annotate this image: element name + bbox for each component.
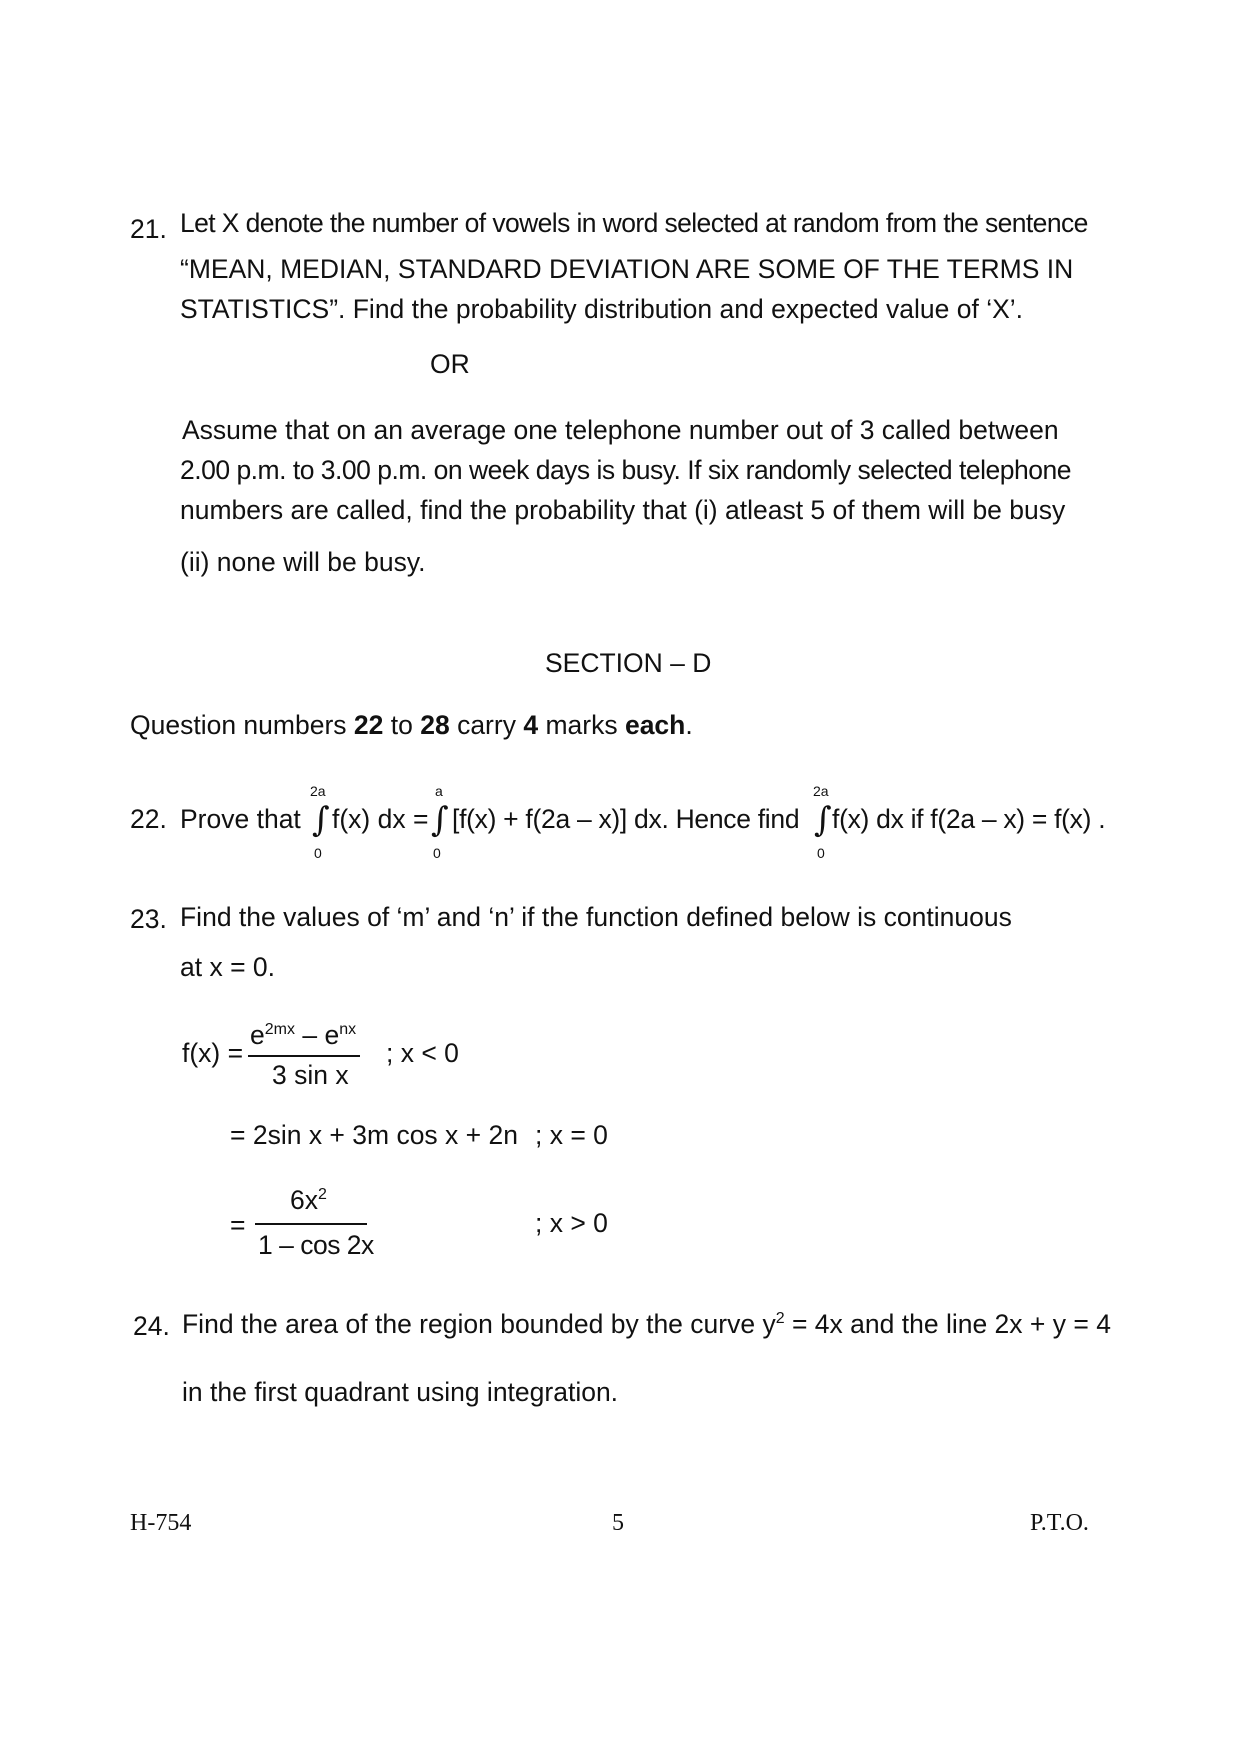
q23-line1: Find the values of ‘m’ and ‘n’ if the function defined below is continuous [180,902,1012,932]
q21-line1: Let X denote the number of vowels in word selected at random from the sentence [180,208,1088,238]
q23-case2: = 2sin x + 3m cos x + 2n [230,1120,518,1150]
q23-case1-fraction-bar [248,1055,360,1057]
q22-int3-upper: 2a [813,783,829,799]
page-number: 5 [612,1510,624,1536]
q23-number: 23. [130,904,167,934]
q21-line3: STATISTICS”. Find the probability distribution and expected value of ‘X’. [180,294,1024,324]
q23-case3-denominator: 1 – cos 2x [258,1230,374,1260]
q22-integral-icon-3: ∫ [814,800,832,840]
q22-number: 22. [130,804,167,834]
q22-int2-upper: a [435,783,443,799]
q22-int1-upper: 2a [310,783,326,799]
section-title: SECTION – D [545,648,712,678]
q21-alt-line4: (ii) none will be busy. [180,547,426,577]
q22-int2-lower: 0 [433,845,441,861]
q21-alt-line3: numbers are called, find the probability that (i) atleast 5 of them will be busy [180,495,1066,525]
q24-line2: in the first quadrant using integration. [182,1377,619,1407]
q22-integrand3: f(x) dx if f(2a – x) = f(x) . [832,804,1106,834]
q23-case3-fraction-bar [255,1223,367,1225]
q23-case3-condition: ; x > 0 [535,1208,608,1238]
paper-code: H-754 [130,1510,192,1536]
q22-int3-lower: 0 [817,845,825,861]
q21-or: OR [430,349,470,379]
q23-case3-numerator: $6x^2$ [290,1185,327,1215]
q21-alt-line1: Assume that on an average one telephone number out of 3 called between [182,415,1059,445]
q22-int1-lower: 0 [314,845,322,861]
q21-number: 21. [130,214,167,244]
q23-case2-condition: ; x = 0 [535,1120,608,1150]
q21-alt-line2: 2.00 p.m. to 3.00 p.m. on week days is busy. If six randomly selected telephone [180,455,1071,485]
q23-case1-numerator: $e^{2mx} - e^{nx}$ [250,1020,357,1050]
q22-prove: Prove that [180,804,301,834]
q23-line2: at x = 0. [180,952,276,982]
q22-integral-icon-2: ∫ [431,800,449,840]
q23-case3-equals: = [230,1210,246,1240]
q23-fx: f(x) = [182,1038,244,1068]
q24-line1: Find the area of the region bounded by the curve $y^2 = 4x$ and the line 2x + y = 4 [182,1309,1111,1339]
q24-number: 24. [133,1311,170,1341]
q23-case1-condition: ; x < 0 [386,1038,459,1068]
q23-case1-denominator: 3 sin x [272,1060,349,1090]
q22-integral-icon-1: ∫ [312,800,330,840]
q22-integrand1: f(x) dx = [332,804,429,834]
q22-integrand2: [f(x) + f(2a – x)] dx. Hence find [452,804,800,834]
section-note: Question numbers 22 to 28 carry 4 marks each. [130,710,693,740]
q21-line2: “MEAN, MEDIAN, STANDARD DEVIATION ARE SOME OF THE TERMS IN [180,254,1074,284]
pto-label: P.T.O. [1030,1510,1089,1536]
